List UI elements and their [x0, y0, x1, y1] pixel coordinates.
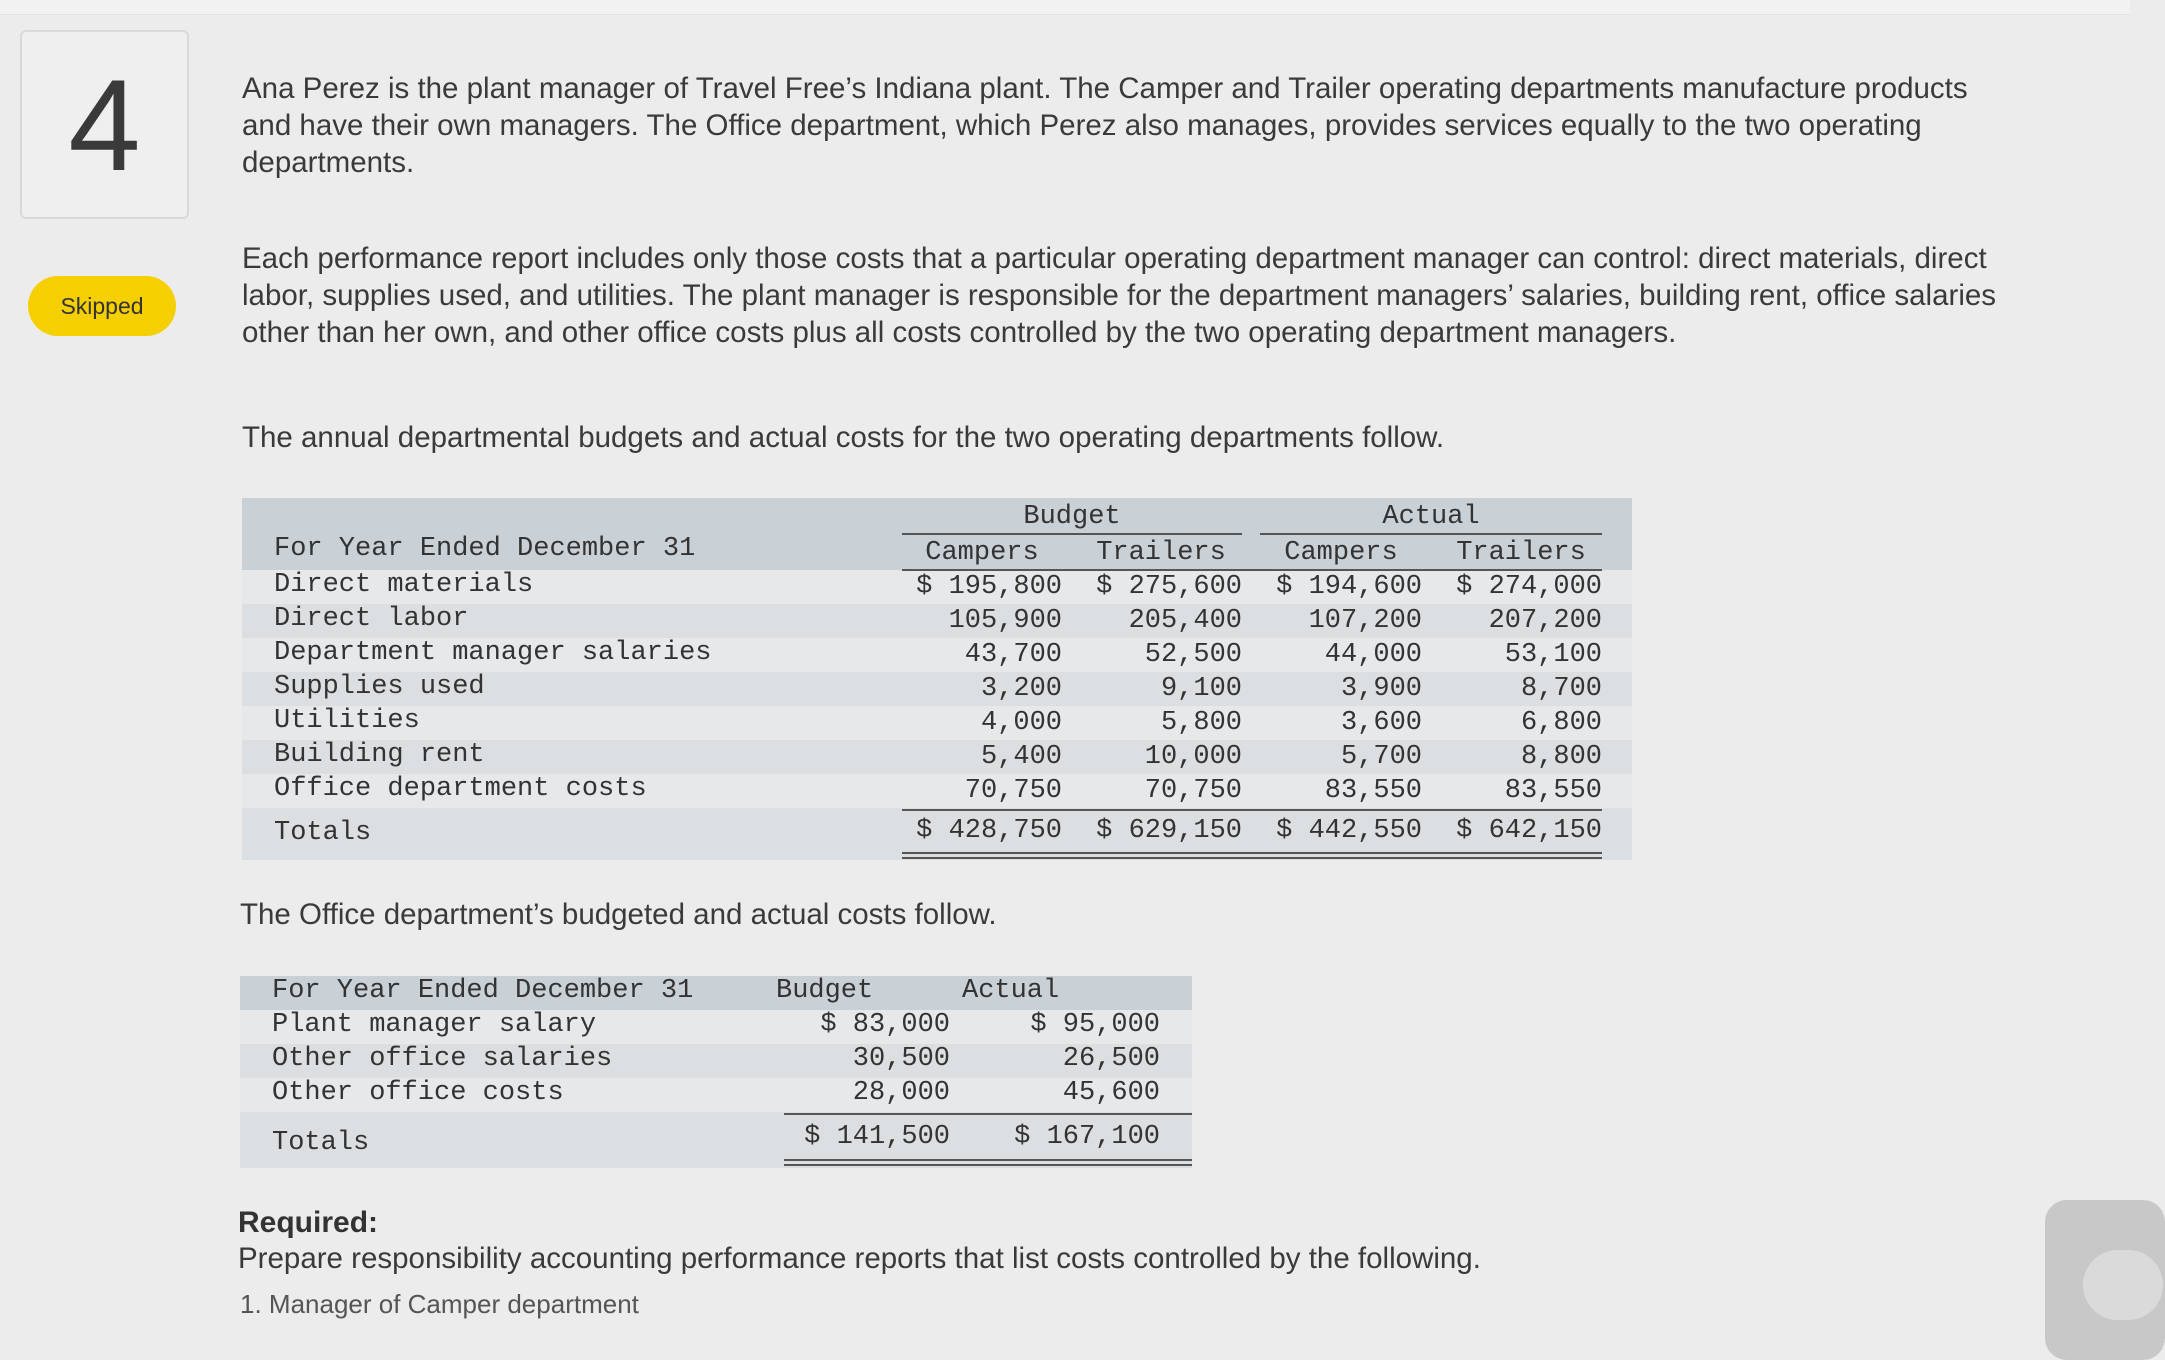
table1-intro: The annual departmental budgets and actual costs for the two operating departments follow. — [242, 421, 1445, 454]
question-number-box[interactable] — [20, 30, 189, 219]
col-header: Trailers — [1456, 538, 1586, 568]
cutoff-requirement-line: 1. Manager of Camper department — [240, 1289, 639, 1319]
responsibility-paragraph: Each performance report includes only those costs that a particular operating department manager can control: direct materials, direct labor, supplies used, and utilities. The plant manager is responsible for the department managers’ salaries, building rent, office salaries other than her own, and other office costs plus all costs controlled by the two operating department managers. — [242, 242, 1997, 349]
table2-intro: The Office department’s budgeted and actual costs follow. — [240, 898, 997, 931]
required-heading: Required: — [238, 1206, 379, 1239]
actual-group-header: Actual — [1382, 502, 1480, 532]
required-section — [238, 1206, 1938, 1276]
row-header: For Year Ended December 31 — [274, 534, 696, 564]
col-header: Trailers — [1096, 538, 1226, 568]
floating-action-button[interactable] — [2045, 1200, 2165, 1360]
intro-paragraph: Ana Perez is the plant manager of Travel Free’s Indiana plant. The Camper and Trailer operating departments manufacture products and have their own managers. The Office department, which Perez also manages, provides services equally to the two operating departments. — [242, 72, 1968, 179]
button-icon — [2083, 1250, 2163, 1320]
question-number: 4 — [68, 51, 141, 198]
col-header: Campers — [1284, 538, 1398, 568]
skipped-status-badge: Skipped — [28, 276, 176, 336]
departmental-budget-table: Budget Actual For Year Ended December 31 Campers Trailers Campers Trailers Direct materials $ 195,800 $ 275,600 $ 194,600 $ 274,000 Direct labor 105,900 205,400 107,200 207,200 Department manager salaries 43,700 52,500 44,000 53,100 Supplies used 3,200 9,100 3,900 8,700 Utilities 4,000 5,800 3,600 6,800 Building rent 5,400 10,000 5,700 8,800 Office department costs 70,750 70,750 83,550 83,550 Totals $ 428,750 $ 629,150 $ 442,550 $ 642,150 — [242, 498, 1632, 863]
top-divider — [0, 0, 2130, 15]
budget-group-header: Budget — [1023, 502, 1121, 532]
col-header: Campers — [925, 538, 1039, 568]
office-costs-table: For Year Ended December 31 Budget Actual Plant manager salary $ 83,000 $ 95,000 Other office salaries 30,500 26,500 Other office costs 28,000 45,600 Totals $ 141,500 $ 167,100 — [240, 976, 1192, 1171]
col-header: Actual — [962, 976, 1060, 1006]
row-header: For Year Ended December 31 — [272, 976, 694, 1006]
required-text: Prepare responsibility accounting performance reports that list costs controlled by the following. — [238, 1242, 1481, 1275]
col-header: Budget — [776, 976, 874, 1006]
